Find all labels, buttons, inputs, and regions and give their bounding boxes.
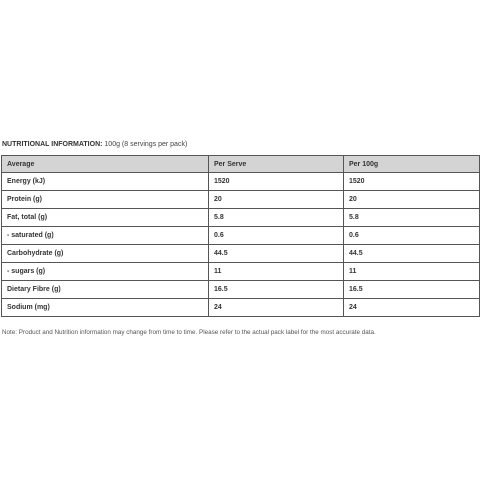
table-row [2,209,480,227]
table-row [2,263,480,281]
per-serve-value: 5.8 [209,209,344,227]
column-header-per-100g: Per 100g [344,156,480,173]
per-100g-value: 16.5 [344,281,480,299]
nutrition-table [1,155,480,317]
nutrient-name: Sodium (mg) [2,299,209,317]
column-header-per-serve: Per Serve [209,156,344,173]
per-serve-value: 24 [209,299,344,317]
nutrition-heading-detail: 100g (8 servings per pack) [104,141,188,148]
nutrient-name: Fat, total (g) [2,209,209,227]
per-serve-value: 11 [209,263,344,281]
table-row [2,299,480,317]
per-100g-value: 1520 [344,173,480,191]
table-row [2,173,480,191]
nutrient-name: - sugars (g) [2,263,209,281]
per-serve-value: 0.6 [209,227,344,245]
nutrition-heading [2,140,187,149]
column-header-average: Average [2,156,209,173]
per-100g-value: 20 [344,191,480,209]
per-serve-value: 20 [209,191,344,209]
table-row [2,227,480,245]
nutrient-name: Carbohydrate (g) [2,245,209,263]
per-100g-value: 0.6 [344,227,480,245]
per-100g-value: 11 [344,263,480,281]
nutrient-name: Dietary Fibre (g) [2,281,209,299]
table-header-row [2,156,480,173]
per-100g-value: 44.5 [344,245,480,263]
per-serve-value: 44.5 [209,245,344,263]
nutrient-name: Energy (kJ) [2,173,209,191]
nutrition-heading-label: NUTRITIONAL INFORMATION: [2,141,103,148]
disclaimer-note: Note: Product and Nutrition information may change from time to time. Please refer to the actual pack label for the most accurate data. [2,329,376,336]
per-100g-value: 24 [344,299,480,317]
per-serve-value: 16.5 [209,281,344,299]
per-100g-value: 5.8 [344,209,480,227]
per-serve-value: 1520 [209,173,344,191]
table-row [2,281,480,299]
table-row [2,245,480,263]
nutrient-name: - saturated (g) [2,227,209,245]
nutrient-name: Protein (g) [2,191,209,209]
table-row [2,191,480,209]
